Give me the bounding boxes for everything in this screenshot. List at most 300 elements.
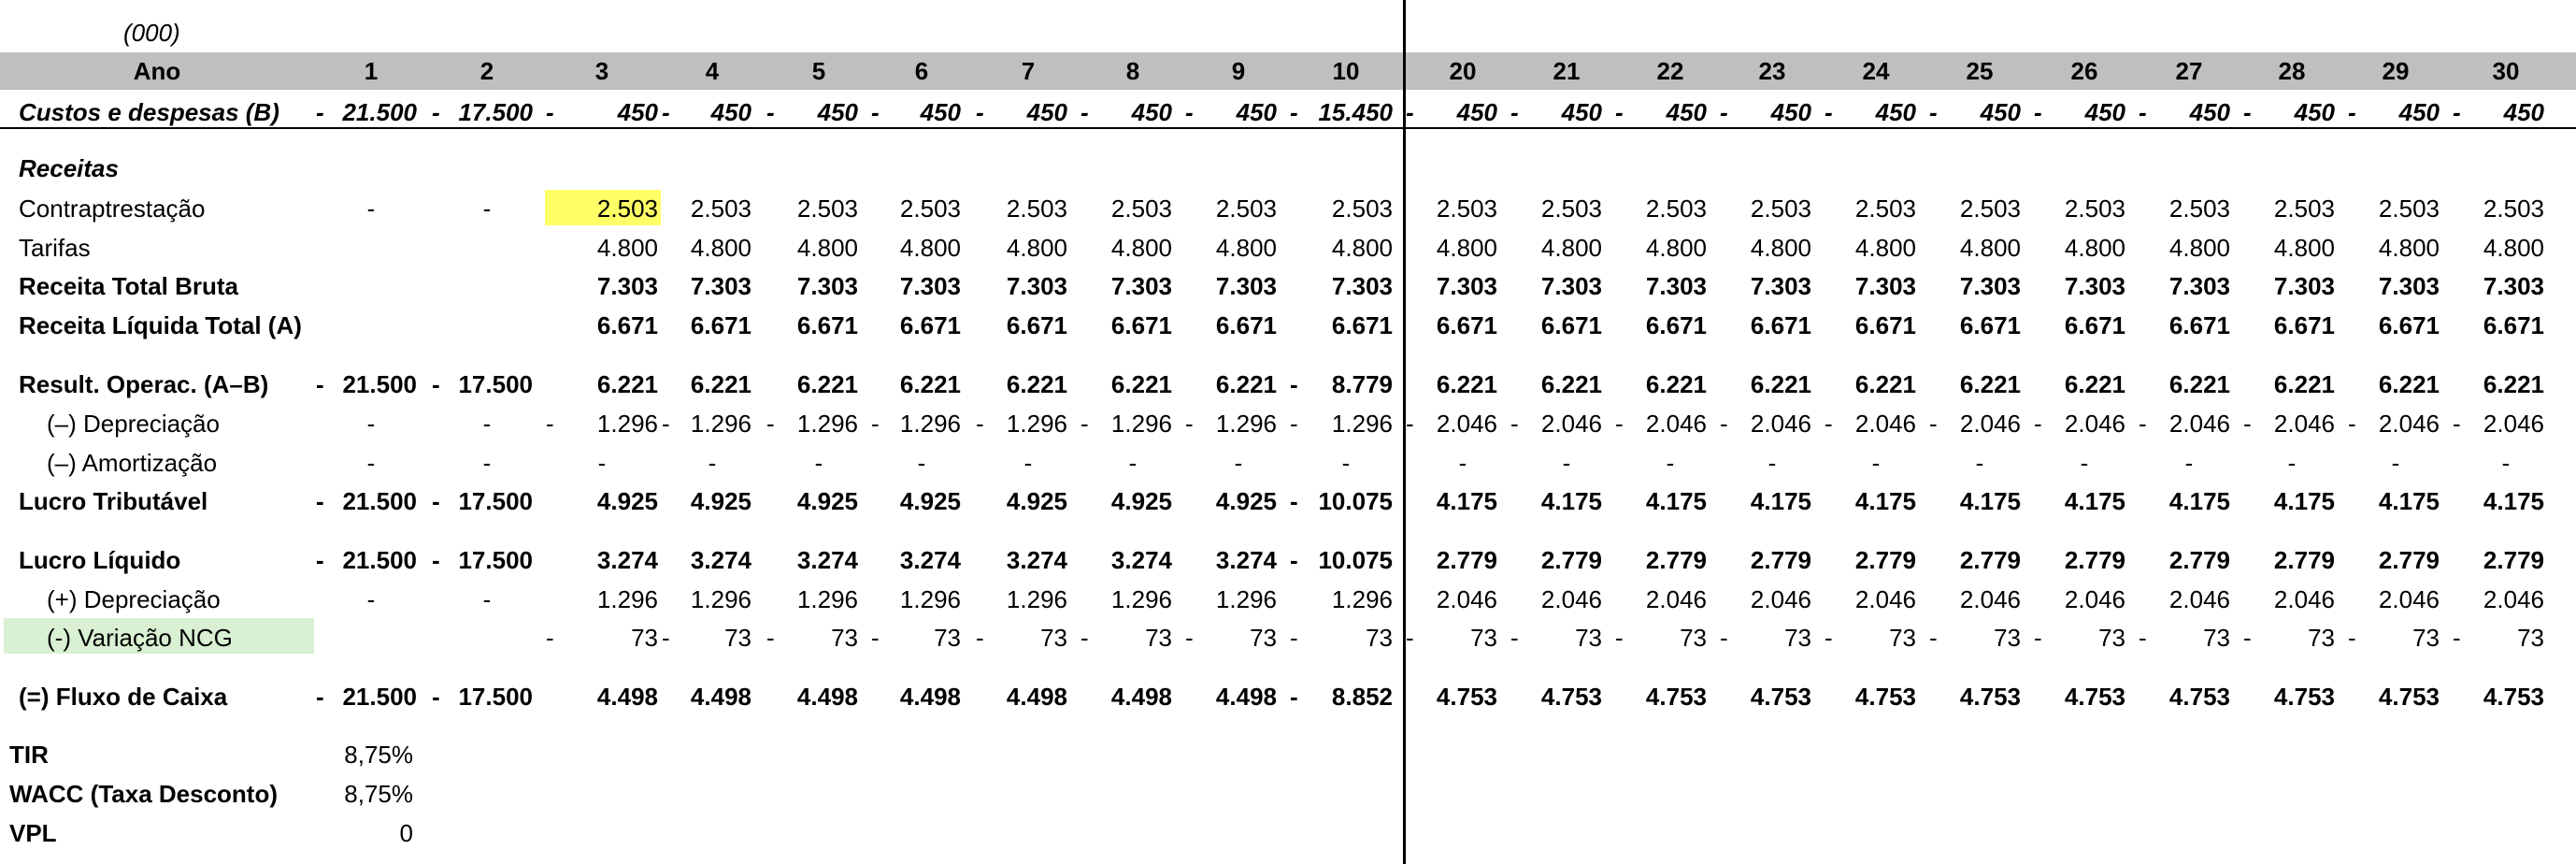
cell-resop-5[interactable]: 6.221	[796, 370, 858, 398]
cell-lt-10[interactable]	[1290, 482, 1393, 520]
cell-number: 450	[817, 98, 858, 126]
cell-tarifas-4[interactable]: 4.800	[690, 234, 751, 262]
cell-resop-28[interactable]: 6.221	[2273, 370, 2335, 398]
cell-fc-29[interactable]: 4.753	[2378, 683, 2440, 711]
cell-tarifas-5[interactable]: 4.800	[796, 234, 858, 262]
cell-tarifas-28[interactable]: 4.800	[2273, 234, 2335, 262]
cell-fc-25[interactable]: 4.753	[1959, 683, 2021, 711]
cell-ncg-23[interactable]	[1720, 619, 1811, 656]
cell-rtb-5[interactable]: 7.303	[796, 272, 858, 300]
cell-ll-8[interactable]: 3.274	[1110, 546, 1172, 574]
cell-lt-4[interactable]: 4.925	[690, 487, 751, 515]
cell-deprec_plus-21[interactable]: 2.046	[1540, 585, 1602, 613]
cell-ll-25[interactable]: 2.779	[1959, 546, 2021, 574]
minus-sign: -	[1406, 410, 1414, 438]
cell-deprec_minus-21[interactable]	[1510, 405, 1602, 442]
cell-contrap-20[interactable]: 2.503	[1436, 194, 1497, 223]
cell-fc-10[interactable]	[1290, 678, 1393, 715]
minus-sign: -	[1615, 410, 1624, 438]
cell-rlt-25[interactable]: 6.671	[1959, 311, 2021, 339]
cell-resop-3[interactable]: 6.221	[596, 370, 658, 398]
cell-ncg-3[interactable]	[546, 619, 658, 656]
cell-lt-21[interactable]: 4.175	[1540, 487, 1602, 515]
cell-lt-27[interactable]: 4.175	[2168, 487, 2230, 515]
cell-fc-30[interactable]: 4.753	[2483, 683, 2544, 711]
cell-lt-26[interactable]: 4.175	[2064, 487, 2125, 515]
minus-sign: -	[2348, 98, 2356, 126]
cell-rlt-24[interactable]: 6.671	[1854, 311, 1916, 339]
cell-lt-5[interactable]: 4.925	[796, 487, 858, 515]
cell-deprec_plus-6[interactable]: 1.296	[899, 585, 961, 613]
cell-custos-29[interactable]	[2348, 94, 2440, 131]
cell-ll-28[interactable]: 2.779	[2273, 546, 2335, 574]
cell-deprec_plus-2[interactable]: -	[482, 585, 492, 613]
row-label-amort: (–) Amortização	[47, 449, 218, 477]
cell-deprec_minus-27[interactable]	[2139, 405, 2230, 442]
cell-deprec_plus-30[interactable]: 2.046	[2483, 585, 2544, 613]
cell-fc-27[interactable]: 4.753	[2168, 683, 2230, 711]
cell-deprec_minus-28[interactable]	[2243, 405, 2335, 442]
cell-rlt-20[interactable]: 6.671	[1436, 311, 1497, 339]
cell-deprec_plus-5[interactable]: 1.296	[796, 585, 858, 613]
cell-ncg-29[interactable]	[2348, 619, 2440, 656]
cell-ll-3[interactable]: 3.274	[596, 546, 658, 574]
cell-number: 2.046	[1436, 410, 1497, 438]
cell-ncg-27[interactable]	[2139, 619, 2230, 656]
cell-ncg-20[interactable]	[1406, 619, 1497, 656]
cell-ll-4[interactable]: 3.274	[690, 546, 751, 574]
cell-ll-24[interactable]: 2.779	[1854, 546, 1916, 574]
cell-fc-2[interactable]	[432, 678, 533, 715]
cell-ll-2[interactable]	[432, 541, 533, 579]
cell-number: 73	[1145, 624, 1172, 652]
cell-contrap-21[interactable]: 2.503	[1540, 194, 1602, 223]
cell-deprec_minus-10[interactable]	[1290, 405, 1393, 442]
cell-amort-1[interactable]: -	[366, 449, 376, 477]
summary-value-vpl[interactable]: 0	[399, 819, 413, 847]
cell-ll-23[interactable]: 2.779	[1750, 546, 1811, 574]
cell-contrap-10[interactable]: 2.503	[1331, 194, 1393, 223]
cell-ll-21[interactable]: 2.779	[1540, 546, 1602, 574]
cell-contrap-30[interactable]: 2.503	[2483, 194, 2544, 223]
cell-tarifas-23[interactable]: 4.800	[1750, 234, 1811, 262]
cell-ncg-6[interactable]	[871, 619, 961, 656]
cell-amort-25[interactable]: -	[1975, 449, 1984, 477]
cell-ll-9[interactable]: 3.274	[1215, 546, 1277, 574]
cell-lt-3[interactable]: 4.925	[596, 487, 658, 515]
cell-tarifas-10[interactable]: 4.800	[1331, 234, 1393, 262]
minus-sign: -	[1290, 98, 1298, 126]
cell-rtb-9[interactable]: 7.303	[1215, 272, 1277, 300]
cell-contrap-5[interactable]: 2.503	[796, 194, 858, 223]
cell-tarifas-3[interactable]: 4.800	[596, 234, 658, 262]
cell-amort-30[interactable]: -	[2501, 449, 2511, 477]
cell-resop-25[interactable]: 6.221	[1959, 370, 2021, 398]
cell-deprec_minus-30[interactable]	[2453, 405, 2544, 442]
cell-amort-27[interactable]: -	[2184, 449, 2194, 477]
cell-fc-28[interactable]: 4.753	[2273, 683, 2335, 711]
cell-ll-6[interactable]: 3.274	[899, 546, 961, 574]
cell-fc-5[interactable]: 4.498	[796, 683, 858, 711]
cell-resop-10[interactable]	[1290, 366, 1393, 403]
cell-deprec_plus-20[interactable]: 2.046	[1436, 585, 1497, 613]
cell-resop-4[interactable]: 6.221	[690, 370, 751, 398]
year-header-9: 9	[1231, 57, 1246, 85]
cell-rlt-22[interactable]: 6.671	[1645, 311, 1707, 339]
row-label-lt: Lucro Tributável	[19, 487, 208, 515]
cell-tarifas-20[interactable]: 4.800	[1436, 234, 1497, 262]
minus-sign: -	[766, 624, 775, 652]
cell-deprec_minus-4[interactable]	[662, 405, 751, 442]
cell-deprec_plus-9[interactable]: 1.296	[1215, 585, 1277, 613]
cell-lt-25[interactable]: 4.175	[1959, 487, 2021, 515]
cell-lt-2[interactable]	[432, 482, 533, 520]
cell-ncg-25[interactable]	[1929, 619, 2021, 656]
cell-tarifas-29[interactable]: 4.800	[2378, 234, 2440, 262]
cell-resop-30[interactable]: 6.221	[2483, 370, 2544, 398]
cell-lt-20[interactable]: 4.175	[1436, 487, 1497, 515]
cell-resop-21[interactable]: 6.221	[1540, 370, 1602, 398]
cell-contrap-2[interactable]: -	[482, 194, 492, 223]
cell-amort-29[interactable]: -	[2391, 449, 2400, 477]
cell-deprec_plus-10[interactable]: 1.296	[1331, 585, 1393, 613]
cell-contrap-26[interactable]: 2.503	[2064, 194, 2125, 223]
cell-ncg-4[interactable]	[662, 619, 751, 656]
cell-deprec_minus-3[interactable]	[546, 405, 658, 442]
cell-deprec_plus-23[interactable]: 2.046	[1750, 585, 1811, 613]
cell-deprec_plus-4[interactable]: 1.296	[690, 585, 751, 613]
year-header-20: 20	[1449, 57, 1477, 85]
cell-resop-8[interactable]: 6.221	[1110, 370, 1172, 398]
cell-amort-2[interactable]: -	[482, 449, 492, 477]
cell-rtb-20[interactable]: 7.303	[1436, 272, 1497, 300]
cell-deprec_minus-8[interactable]	[1080, 405, 1172, 442]
cell-custos-5[interactable]	[766, 94, 858, 131]
cell-deprec_plus-27[interactable]: 2.046	[2168, 585, 2230, 613]
cell-contrap-27[interactable]: 2.503	[2168, 194, 2230, 223]
cell-contrap-24[interactable]: 2.503	[1854, 194, 1916, 223]
cell-fc-9[interactable]: 4.498	[1215, 683, 1277, 711]
cell-rtb-3[interactable]: 7.303	[596, 272, 658, 300]
cell-tarifas-6[interactable]: 4.800	[899, 234, 961, 262]
cell-fc-1[interactable]	[316, 678, 417, 715]
cell-rlt-23[interactable]: 6.671	[1750, 311, 1811, 339]
cell-ll-20[interactable]: 2.779	[1436, 546, 1497, 574]
cell-ncg-22[interactable]	[1615, 619, 1707, 656]
cell-ncg-24[interactable]	[1825, 619, 1916, 656]
cell-ll-26[interactable]: 2.779	[2064, 546, 2125, 574]
cell-lt-7[interactable]: 4.925	[1006, 487, 1067, 515]
cell-rlt-4[interactable]: 6.671	[690, 311, 751, 339]
cell-contrap-6[interactable]: 2.503	[899, 194, 961, 223]
cell-fc-20[interactable]: 4.753	[1436, 683, 1497, 711]
cell-deprec_plus-24[interactable]: 2.046	[1854, 585, 1916, 613]
year-header-7: 7	[1021, 57, 1036, 85]
cell-number: 450	[1561, 98, 1602, 126]
cell-lt-6[interactable]: 4.925	[899, 487, 961, 515]
cell-rtb-29[interactable]: 7.303	[2378, 272, 2440, 300]
cell-rlt-29[interactable]: 6.671	[2378, 311, 2440, 339]
cell-rlt-28[interactable]: 6.671	[2273, 311, 2335, 339]
cell-contrap-7[interactable]: 2.503	[1006, 194, 1067, 223]
cell-amort-10[interactable]: -	[1341, 449, 1351, 477]
cell-custos-26[interactable]	[2034, 94, 2125, 131]
cell-deprec_minus-20[interactable]	[1406, 405, 1497, 442]
cell-amort-28[interactable]: -	[2287, 449, 2297, 477]
cell-number: 73	[1680, 624, 1707, 652]
cell-rtb-27[interactable]: 7.303	[2168, 272, 2230, 300]
cell-fc-23[interactable]: 4.753	[1750, 683, 1811, 711]
cell-number: 10.075	[1318, 487, 1393, 515]
cell-lt-22[interactable]: 4.175	[1645, 487, 1707, 515]
cell-resop-24[interactable]: 6.221	[1854, 370, 1916, 398]
cell-deprec_plus-3[interactable]: 1.296	[596, 585, 658, 613]
cell-fc-4[interactable]: 4.498	[690, 683, 751, 711]
minus-sign: -	[2139, 410, 2147, 438]
cell-ncg-26[interactable]	[2034, 619, 2125, 656]
cell-tarifas-8[interactable]: 4.800	[1110, 234, 1172, 262]
cell-rlt-27[interactable]: 6.671	[2168, 311, 2230, 339]
cell-fc-7[interactable]: 4.498	[1006, 683, 1067, 711]
cell-fc-8[interactable]: 4.498	[1110, 683, 1172, 711]
cell-deprec_minus-23[interactable]	[1720, 405, 1811, 442]
cell-resop-23[interactable]: 6.221	[1750, 370, 1811, 398]
cell-rtb-30[interactable]: 7.303	[2483, 272, 2544, 300]
cell-deprec_plus-29[interactable]: 2.046	[2378, 585, 2440, 613]
cell-contrap-29[interactable]: 2.503	[2378, 194, 2440, 223]
cell-ncg-30[interactable]	[2453, 619, 2544, 656]
cell-resop-29[interactable]: 6.221	[2378, 370, 2440, 398]
cell-rtb-28[interactable]: 7.303	[2273, 272, 2335, 300]
cell-rtb-23[interactable]: 7.303	[1750, 272, 1811, 300]
cell-amort-24[interactable]: -	[1871, 449, 1881, 477]
cell-tarifas-22[interactable]: 4.800	[1645, 234, 1707, 262]
cell-rlt-30[interactable]: 6.671	[2483, 311, 2544, 339]
cell-amort-23[interactable]: -	[1767, 449, 1777, 477]
cell-deprec_minus-6[interactable]	[871, 405, 961, 442]
minus-sign: -	[871, 410, 880, 438]
cell-ll-30[interactable]: 2.779	[2483, 546, 2544, 574]
cell-contrap-25[interactable]: 2.503	[1959, 194, 2021, 223]
cell-deprec_plus-25[interactable]: 2.046	[1959, 585, 2021, 613]
year-header-4: 4	[705, 57, 720, 85]
cell-tarifas-25[interactable]: 4.800	[1959, 234, 2021, 262]
cell-rtb-22[interactable]: 7.303	[1645, 272, 1707, 300]
cell-custos-1[interactable]	[316, 94, 417, 131]
cell-custos-6[interactable]	[871, 94, 961, 131]
cell-custos-7[interactable]	[976, 94, 1067, 131]
cell-amort-22[interactable]: -	[1666, 449, 1675, 477]
cell-amort-6[interactable]: -	[917, 449, 926, 477]
cell-lt-1[interactable]	[316, 482, 417, 520]
cell-amort-5[interactable]: -	[814, 449, 823, 477]
summary-value-wacc[interactable]: 8,75%	[344, 780, 413, 808]
cell-contrap-8[interactable]: 2.503	[1110, 194, 1172, 223]
cell-lt-29[interactable]: 4.175	[2378, 487, 2440, 515]
cell-tarifas-7[interactable]: 4.800	[1006, 234, 1067, 262]
cell-tarifas-26[interactable]: 4.800	[2064, 234, 2125, 262]
cell-amort-9[interactable]: -	[1234, 449, 1243, 477]
cell-fc-26[interactable]: 4.753	[2064, 683, 2125, 711]
cell-ll-1[interactable]	[316, 541, 417, 579]
cell-ll-10[interactable]	[1290, 541, 1393, 579]
cell-rtb-24[interactable]: 7.303	[1854, 272, 1916, 300]
minus-sign: -	[1185, 98, 1194, 126]
cell-deprec_minus-24[interactable]	[1825, 405, 1916, 442]
cell-number: 73	[1784, 624, 1811, 652]
cell-custos-28[interactable]	[2243, 94, 2335, 131]
cell-deprec_plus-22[interactable]: 2.046	[1645, 585, 1707, 613]
cell-rlt-5[interactable]: 6.671	[796, 311, 858, 339]
minus-sign: -	[1720, 624, 1728, 652]
cell-resop-7[interactable]: 6.221	[1006, 370, 1067, 398]
cell-deprec_plus-8[interactable]: 1.296	[1110, 585, 1172, 613]
cell-resop-9[interactable]: 6.221	[1215, 370, 1277, 398]
year-header-5: 5	[811, 57, 826, 85]
cell-rtb-25[interactable]: 7.303	[1959, 272, 2021, 300]
cell-deprec_plus-7[interactable]: 1.296	[1006, 585, 1067, 613]
cell-resop-22[interactable]: 6.221	[1645, 370, 1707, 398]
cell-ncg-5[interactable]	[766, 619, 858, 656]
cell-ncg-9[interactable]	[1185, 619, 1277, 656]
cell-rtb-4[interactable]: 7.303	[690, 272, 751, 300]
cell-number: 1.296	[1110, 410, 1172, 438]
cell-fc-6[interactable]: 4.498	[899, 683, 961, 711]
cell-custos-3[interactable]	[546, 94, 658, 131]
cell-deprec_minus-1[interactable]: -	[366, 410, 376, 438]
cell-ll-5[interactable]: 3.274	[796, 546, 858, 574]
cell-custos-4[interactable]	[662, 94, 751, 131]
cell-deprec_minus-5[interactable]	[766, 405, 858, 442]
cell-custos-9[interactable]	[1185, 94, 1277, 131]
cell-contrap-3[interactable]: 2.503	[596, 194, 658, 223]
cell-rlt-10[interactable]: 6.671	[1331, 311, 1393, 339]
cell-amort-7[interactable]: -	[1023, 449, 1033, 477]
cell-rtb-7[interactable]: 7.303	[1006, 272, 1067, 300]
cell-number: 1.296	[899, 410, 961, 438]
cell-amort-21[interactable]: -	[1562, 449, 1571, 477]
cell-amort-8[interactable]: -	[1128, 449, 1138, 477]
cell-contrap-22[interactable]: 2.503	[1645, 194, 1707, 223]
cell-custos-25[interactable]	[1929, 94, 2021, 131]
cell-contrap-4[interactable]: 2.503	[690, 194, 751, 223]
cell-contrap-28[interactable]: 2.503	[2273, 194, 2335, 223]
cell-deprec_plus-1[interactable]: -	[366, 585, 376, 613]
cell-fc-22[interactable]: 4.753	[1645, 683, 1707, 711]
cell-custos-23[interactable]	[1720, 94, 1811, 131]
cell-deprec_minus-22[interactable]	[1615, 405, 1707, 442]
cell-tarifas-21[interactable]: 4.800	[1540, 234, 1602, 262]
cell-custos-30[interactable]	[2453, 94, 2544, 131]
cell-deprec_minus-29[interactable]	[2348, 405, 2440, 442]
cell-lt-23[interactable]: 4.175	[1750, 487, 1811, 515]
cell-amort-3[interactable]: -	[597, 449, 607, 477]
cell-amort-26[interactable]: -	[2080, 449, 2089, 477]
cell-deprec_plus-26[interactable]: 2.046	[2064, 585, 2125, 613]
cell-deprec_minus-25[interactable]	[1929, 405, 2021, 442]
cell-custos-10[interactable]	[1290, 94, 1393, 131]
cell-rtb-21[interactable]: 7.303	[1540, 272, 1602, 300]
cell-resop-6[interactable]: 6.221	[899, 370, 961, 398]
cell-custos-27[interactable]	[2139, 94, 2230, 131]
year-header-1: 1	[364, 57, 379, 85]
cell-rtb-26[interactable]: 7.303	[2064, 272, 2125, 300]
cell-ncg-7[interactable]	[976, 619, 1067, 656]
cell-custos-2[interactable]	[432, 94, 533, 131]
cell-deprec_plus-28[interactable]: 2.046	[2273, 585, 2335, 613]
cell-rlt-8[interactable]: 6.671	[1110, 311, 1172, 339]
row-label-ll: Lucro Líquido	[19, 546, 181, 574]
cell-ncg-8[interactable]	[1080, 619, 1172, 656]
cell-lt-30[interactable]: 4.175	[2483, 487, 2544, 515]
cell-fc-3[interactable]: 4.498	[596, 683, 658, 711]
cell-rlt-3[interactable]: 6.671	[596, 311, 658, 339]
cell-ncg-10[interactable]	[1290, 619, 1393, 656]
cell-tarifas-24[interactable]: 4.800	[1854, 234, 1916, 262]
cell-ll-29[interactable]: 2.779	[2378, 546, 2440, 574]
cell-deprec_minus-2[interactable]: -	[482, 410, 492, 438]
cell-rlt-7[interactable]: 6.671	[1006, 311, 1067, 339]
cell-ll-22[interactable]: 2.779	[1645, 546, 1707, 574]
minus-sign: -	[2034, 624, 2042, 652]
cell-deprec_minus-7[interactable]	[976, 405, 1067, 442]
cell-resop-2[interactable]	[432, 366, 533, 403]
cell-custos-22[interactable]	[1615, 94, 1707, 131]
cell-custos-24[interactable]	[1825, 94, 1916, 131]
cell-lt-24[interactable]: 4.175	[1854, 487, 1916, 515]
cell-tarifas-9[interactable]: 4.800	[1215, 234, 1277, 262]
cell-custos-8[interactable]	[1080, 94, 1172, 131]
cell-resop-27[interactable]: 6.221	[2168, 370, 2230, 398]
cell-rlt-21[interactable]: 6.671	[1540, 311, 1602, 339]
cell-number: 450	[2294, 98, 2335, 126]
cell-contrap-1[interactable]: -	[366, 194, 376, 223]
cell-fc-21[interactable]: 4.753	[1540, 683, 1602, 711]
cell-tarifas-27[interactable]: 4.800	[2168, 234, 2230, 262]
cell-rtb-6[interactable]: 7.303	[899, 272, 961, 300]
cell-rlt-26[interactable]: 6.671	[2064, 311, 2125, 339]
cell-ll-7[interactable]: 3.274	[1006, 546, 1067, 574]
cell-tarifas-30[interactable]: 4.800	[2483, 234, 2544, 262]
cell-ncg-28[interactable]	[2243, 619, 2335, 656]
summary-value-tir[interactable]: 8,75%	[344, 741, 413, 769]
cell-rtb-8[interactable]: 7.303	[1110, 272, 1172, 300]
cell-amort-20[interactable]: -	[1458, 449, 1467, 477]
cell-contrap-23[interactable]: 2.503	[1750, 194, 1811, 223]
cell-fc-24[interactable]: 4.753	[1854, 683, 1916, 711]
cell-lt-28[interactable]: 4.175	[2273, 487, 2335, 515]
cell-lt-8[interactable]: 4.925	[1110, 487, 1172, 515]
cell-resop-20[interactable]: 6.221	[1436, 370, 1497, 398]
cell-resop-26[interactable]: 6.221	[2064, 370, 2125, 398]
cell-rlt-9[interactable]: 6.671	[1215, 311, 1277, 339]
cell-contrap-9[interactable]: 2.503	[1215, 194, 1277, 223]
cell-resop-1[interactable]	[316, 366, 417, 403]
cell-amort-4[interactable]: -	[708, 449, 717, 477]
cell-ncg-21[interactable]	[1510, 619, 1602, 656]
cell-deprec_minus-9[interactable]	[1185, 405, 1277, 442]
cell-deprec_minus-26[interactable]	[2034, 405, 2125, 442]
minus-sign: -	[2139, 98, 2147, 126]
cell-ll-27[interactable]: 2.779	[2168, 546, 2230, 574]
cell-rtb-10[interactable]: 7.303	[1331, 272, 1393, 300]
cell-lt-9[interactable]: 4.925	[1215, 487, 1277, 515]
year-header-27: 27	[2175, 57, 2203, 85]
cell-number: 1.296	[796, 410, 858, 438]
cell-custos-20[interactable]	[1406, 94, 1497, 131]
cell-rlt-6[interactable]: 6.671	[899, 311, 961, 339]
cell-custos-21[interactable]	[1510, 94, 1602, 131]
